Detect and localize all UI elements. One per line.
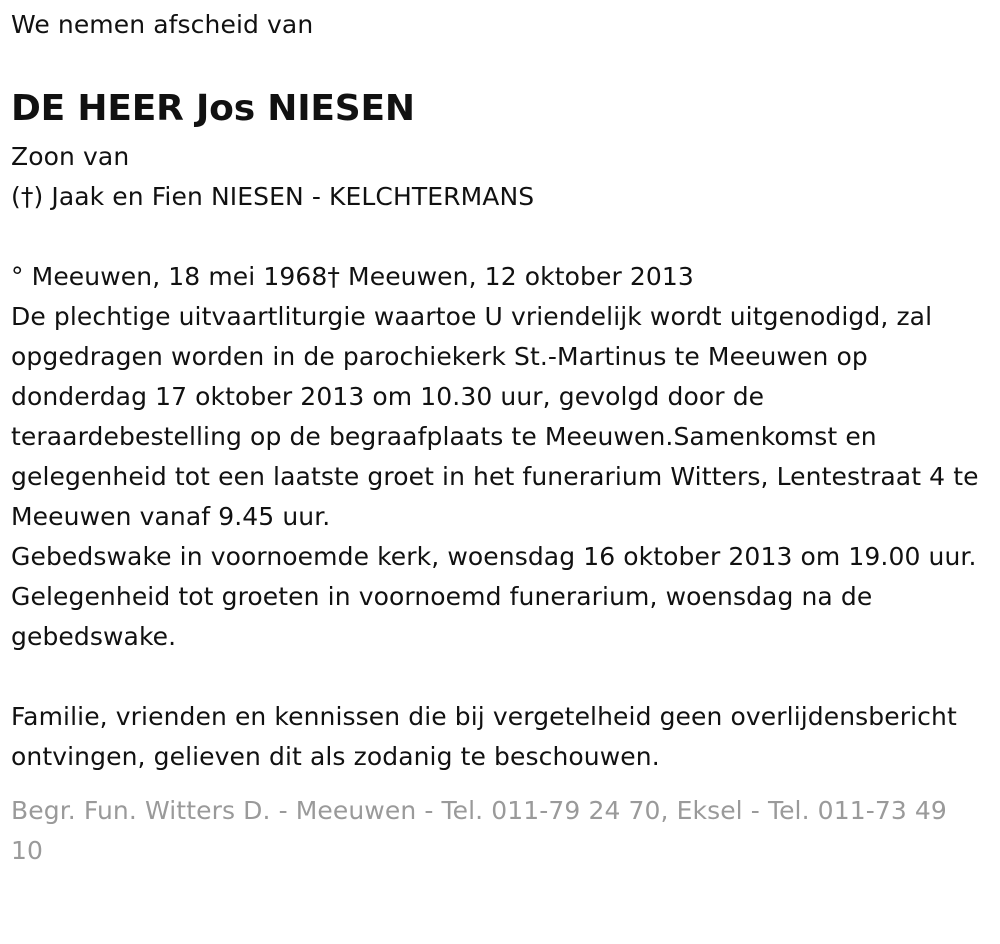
liturgy-paragraph: De plechtige uitvaartliturgie waartoe U vriendelijk wordt uitgenodigd, zal opgedragen worden in de parochiekerk St.-Martinus te Meeuwen op donderdag 17 oktober 2013 om 10.30 uur, gevolgd door de teraardebestelling op de begraafplaats te Meeuwen.Samenkomst en gelegenheid tot een laatste groet in het funerarium Witters, Lentestraat 4 te Meeuwen vanaf 9.45 uur. (11, 302, 979, 531)
parents-names: (†) Jaak en Fien NIESEN - KELCHTERMANS (11, 182, 535, 211)
family-note-paragraph: Familie, vrienden en kennissen die bij vergetelheid geen overlijdensbericht ontvingen, gelieven dit als zodanig te beschouwen. (11, 702, 957, 771)
intro-text: We nemen afscheid van (11, 10, 314, 39)
wake-paragraph: Gebedswake in voornoemde kerk, woensdag 16 oktober 2013 om 19.00 uur. (11, 542, 977, 571)
spacer (11, 657, 991, 697)
birth-death-line: ° Meeuwen, 18 mei 1968† Meeuwen, 12 oktober 2013 (11, 262, 694, 291)
greeting-paragraph: Gelegenheid tot groeten in voornoemd funerarium, woensdag na de gebedswake. (11, 582, 873, 651)
funeral-home-footer: Begr. Fun. Witters D. - Meeuwen - Tel. 011-79 24 70, Eksel - Tel. 011-73 49 10 (11, 796, 947, 865)
spacer (11, 217, 991, 257)
funeral-notice (11, 0, 991, 871)
deceased-name: DE HEER Jos NIESEN (11, 88, 415, 129)
parents-label: Zoon van (11, 142, 130, 171)
